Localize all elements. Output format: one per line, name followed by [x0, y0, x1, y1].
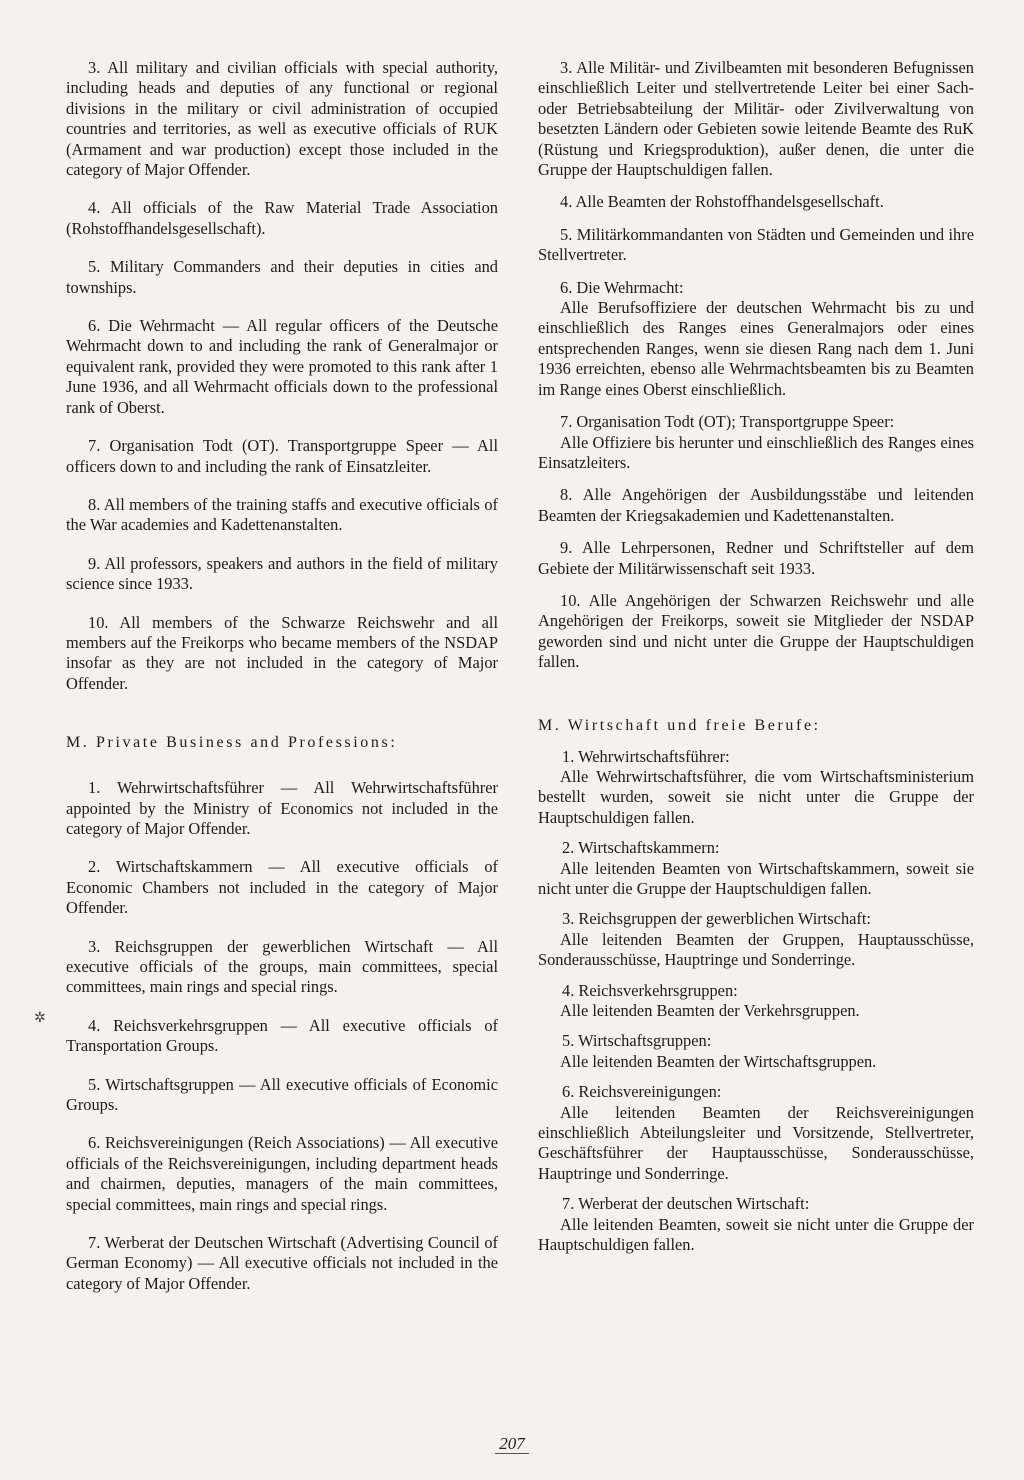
page-number	[0, 1434, 1024, 1454]
left-section-paragraph-7: 7. Werberat der Deutschen Wirtschaft (Advertising Council of German Economy) — All executive officials not included in the category of Major Offender.	[66, 1233, 498, 1293]
left-paragraph-10: 10. All members of the Schwarze Reichswehr and all members auf the Freikorps who became members of the NSDAP insofar as they are not included in the category of Major Offender.	[66, 612, 498, 693]
left-paragraph-4: 4. All officials of the Raw Material Trade Association (Rohstoffhandelsgesellschaft).	[66, 198, 498, 238]
right-item-3-head: 3. Reichsgruppen der gewerblichen Wirtschaft:	[562, 909, 871, 929]
left-section-heading: M. Private Business and Professions:	[66, 734, 398, 752]
left-section-paragraph-3: 3. Reichsgruppen der gewerblichen Wirtschaft — All executive officials of the groups, main committees, special committees, main rings and special rings.	[66, 936, 498, 997]
right-paragraph-7-body: Alle Offiziere bis herunter und einschließlich des Ranges eines Einsatzleiters.	[538, 432, 974, 472]
right-item-7-head: 7. Werberat der deutschen Wirtschaft:	[562, 1194, 810, 1214]
right-paragraph-3: 3. Alle Militär- und Zivilbeamten mit besonderen Befugnissen einschließlich Leiter und stellvertretende Leiter bei einer Sach- oder Betriebsabteilung der Militär- oder Zivilverwaltung von besetzten Ländern oder Gebieten sowie leitende Beamte des RuK (Rüstung und Kriegsproduktion), außer denen, die unter die Gruppe der Hauptschuldigen fallen.	[538, 58, 974, 180]
right-paragraph-9: 9. Alle Lehrpersonen, Redner und Schriftsteller auf dem Gebiete der Militärwissenschaft seit 1933.	[538, 538, 974, 578]
left-paragraph-9: 9. All professors, speakers and authors in the field of military science since 1933.	[66, 553, 498, 594]
right-column-german	[538, 58, 974, 1256]
left-section-paragraph-4: 4. Reichsverkehrsgruppen — All executive officials of Transportation Groups.	[66, 1015, 498, 1056]
right-item-1-head: 1. Wehrwirtschaftsführer:	[562, 746, 730, 766]
right-item-3-body: Alle leitenden Beamten der Gruppen, Hauptausschüsse, Sonderausschüsse, Hauptringe und Sonderringe.	[538, 929, 974, 970]
right-paragraph-8: 8. Alle Angehörigen der Ausbildungsstäbe und leitenden Beamten der Kriegsakademien und Kadettenanstalten.	[538, 485, 974, 525]
right-item-7-body: Alle leitenden Beamten, soweit sie nicht unter die Gruppe der Hauptschuldigen fallen.	[538, 1214, 974, 1255]
right-paragraph-5: 5. Militärkommandanten von Städten und Gemeinden und ihre Stellvertreter.	[538, 224, 974, 265]
right-paragraph-10: 10. Alle Angehörigen der Schwarzen Reichswehr und alle Angehörigen der Freikorps, soweit sie Mitglieder der NSDAP geworden sind und nicht unter die Gruppe der Hauptschuldigen fallen.	[538, 590, 974, 672]
right-item-4-body: Alle leitenden Beamten der Verkehrsgruppen.	[560, 1001, 860, 1021]
right-section-heading: M. Wirtschaft und freie Berufe:	[538, 716, 821, 734]
left-paragraph-3: 3. All military and civilian officials with special authority, including heads and deputies of any functional or regional divisions in the military or civil administration of occupied countries and territories, as well as executive officials of RUK (Armament and war production) except those included in the category of Major Offender.	[66, 58, 498, 180]
left-section-paragraph-1: 1. Wehrwirtschaftsführer — All Wehrwirtschaftsführer appointed by the Ministry of Economics not included in the category of Major Offender.	[66, 778, 498, 838]
right-item-6-head: 6. Reichsvereinigungen:	[562, 1082, 722, 1102]
left-section-paragraph-2: 2. Wirtschaftskammern — All executive officials of Economic Chambers not included in the category of Major Offender.	[66, 857, 498, 918]
right-paragraph-6-head: 6. Die Wehrmacht:	[560, 277, 684, 297]
left-paragraph-8: 8. All members of the training staffs and executive officials of the War academies and Kadettenanstalten.	[66, 494, 498, 535]
right-paragraph-4: 4. Alle Beamten der Rohstoffhandelsgesellschaft.	[560, 192, 884, 212]
right-item-5-body: Alle leitenden Beamten der Wirtschaftsgruppen.	[560, 1051, 877, 1071]
left-paragraph-7: 7. Organisation Todt (OT). Transportgruppe Speer — All officers down to and including the rank of Einsatzleiter.	[66, 436, 498, 476]
left-paragraph-6: 6. Die Wehrmacht — All regular officers of the Deutsche Wehrmacht down to and including the rank of Generalmajor or equivalent rank, provided they were promoted to this rank after 1 June 1936, and all Wehrmacht officials down to the professional rank of Oberst.	[66, 316, 498, 417]
left-section-paragraph-5: 5. Wirtschaftsgruppen — All executive officials of Economic Groups.	[66, 1074, 498, 1115]
right-paragraph-7-head: 7. Organisation Todt (OT); Transportgruppe Speer:	[560, 412, 895, 432]
left-column-english	[66, 58, 498, 1294]
left-paragraph-5: 5. Military Commanders and their deputies in cities and townships.	[66, 257, 498, 297]
page-number-text: 207	[495, 1434, 529, 1454]
right-item-5-head: 5. Wirtschaftsgruppen:	[562, 1031, 712, 1051]
right-item-6-body: Alle leitenden Beamten der Reichsvereinigungen einschließlich Abteilungsleiter und Vorsitzende, Stellvertreter, Geschäftsführer der Hauptausschüsse, Sonderausschüsse, Hauptringe und Sonderringe.	[538, 1102, 974, 1183]
left-section-paragraph-6: 6. Reichsvereinigungen (Reich Associations) — All executive officials of the Reichsvereinigungen, including department heads and chairmen, deputies, managers of the main committees, special committees, main rings and special rings.	[66, 1133, 498, 1214]
right-item-2-body: Alle leitenden Beamten von Wirtschaftskammern, soweit sie nicht unter die Gruppe der Hauptschuldigen fallen.	[538, 858, 974, 898]
right-item-2-head: 2. Wirtschaftskammern:	[562, 838, 720, 858]
scan-speck: ✲	[34, 1011, 46, 1026]
right-item-4-head: 4. Reichsverkehrsgruppen:	[562, 980, 738, 1000]
right-item-1-body: Alle Wehrwirtschaftsführer, die vom Wirtschaftsministerium bestellt wurden, soweit sie nicht unter die Gruppe der Hauptschuldigen fallen.	[538, 766, 974, 827]
right-paragraph-6-body: Alle Berufsoffiziere der deutschen Wehrmacht bis zu und einschließlich des Ranges eines Generalmajors oder eines entsprechenden Ranges, wenn sie diesen Rang nach dem 1. Juni 1936 erreichten, ebenso alle Wehrmachtsbeamten bis zu Beamten im Range eines Oberst einschließlich.	[538, 298, 974, 399]
